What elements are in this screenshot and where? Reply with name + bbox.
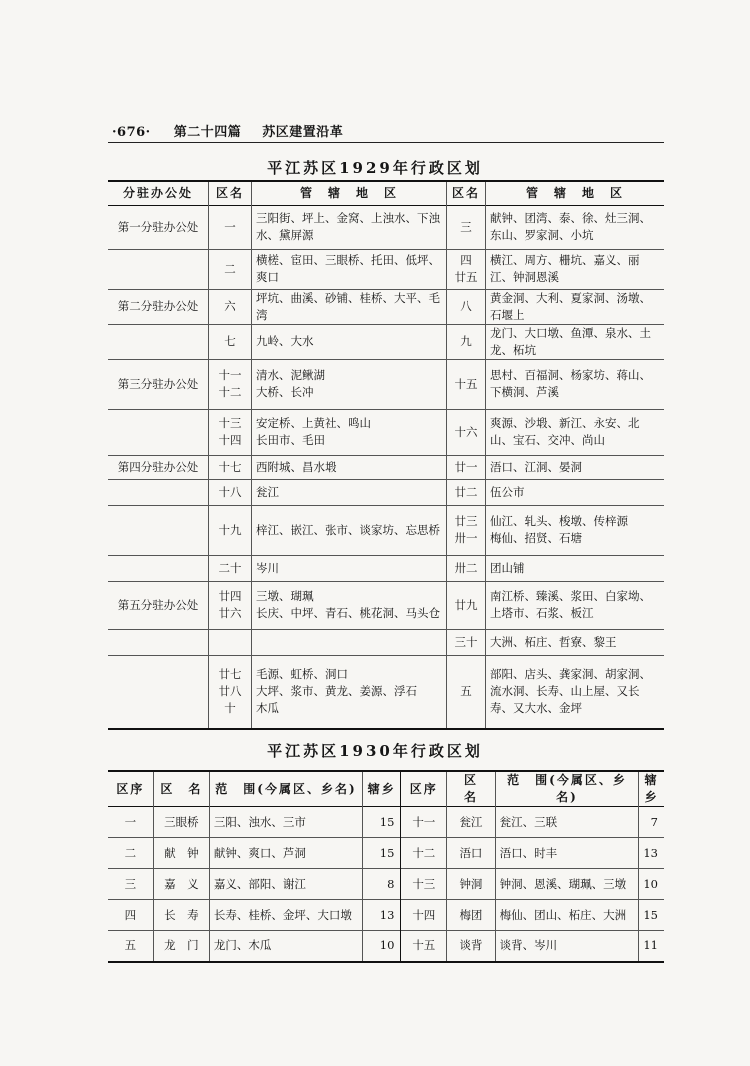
area-cell: 毛源、虹桥、洞口 大坪、浆市、黄龙、姜源、浮石 木瓜 [252, 655, 447, 729]
range-cell: 三阳、浊水、三市 [209, 807, 362, 838]
table-row [108, 807, 664, 838]
district-cell: 廿七 廿八 十 [209, 655, 252, 729]
area-cell: 坪坑、曲溪、砂铺、桂桥、大平、毛湾 [252, 289, 447, 324]
office-cell: 第三分驻办公处 [108, 359, 209, 409]
seq-cell: 十一 [401, 807, 447, 838]
area-cell: 南江桥、臻溪、浆田、白家坳、上塔市、石浆、板江 [490, 589, 651, 620]
table1-title: 平江苏区1929年行政区划 [267, 159, 483, 177]
name-cell: 献 钟 [153, 838, 209, 869]
area-cell: 龙门、大口墩、鱼潭、泉水、土龙、柘坑 [490, 325, 651, 357]
range-cell: 长寿、桂桥、金坪、大口墩 [209, 900, 362, 931]
name-cell: 浯口 [447, 838, 495, 869]
district-cell: 廿一 [447, 455, 486, 479]
office-cell: 第五分驻办公处 [108, 581, 209, 629]
table-row [108, 838, 664, 869]
area-cell: 清水、泥鳅湖 大桥、长冲 [252, 359, 447, 409]
count-cell: 13 [643, 845, 658, 860]
range-cell: 献钟、爽口、芦洞 [209, 838, 362, 869]
table-row [108, 409, 664, 455]
district-cell: 一 [209, 205, 252, 249]
area-cell: 大洲、柘庄、哲寮、黎王 [490, 634, 617, 649]
seq-cell: 三 [108, 869, 153, 900]
area-cell: 西附城、昌水塅 [252, 455, 447, 479]
name-cell: 梅团 [447, 900, 495, 931]
area-cell: 岑川 [252, 555, 447, 581]
table-row [108, 581, 664, 629]
seq-cell: 十二 [401, 838, 447, 869]
district-cell: 十七 [209, 455, 252, 479]
count-cell: 8 [363, 869, 401, 900]
district-cell: 廿九 [447, 581, 486, 629]
name-cell: 三眼桥 [153, 807, 209, 838]
col-header-count: 辖乡 [644, 773, 659, 804]
col-header-district: 区名 [209, 181, 252, 205]
district-cell: 五 [447, 655, 486, 729]
col-header-range: 范 围(今属区、乡名) [495, 771, 639, 807]
name-cell: 钟洞 [447, 869, 495, 900]
table-row [108, 931, 664, 962]
seq-cell: 十四 [401, 900, 447, 931]
name-cell: 谈背 [447, 931, 495, 962]
name-cell: 长 寿 [153, 900, 209, 931]
district-cell: 十八 [209, 479, 252, 505]
range-cell: 瓮江、三联 [495, 807, 639, 838]
office-cell [108, 249, 209, 289]
district-cell: 六 [209, 289, 252, 324]
district-cell: 廿四 廿六 [209, 581, 252, 629]
area-cell: 黄金洞、大利、夏家洞、汤墩、石堰上 [490, 290, 651, 322]
table-row [108, 455, 664, 479]
table-header-row [108, 181, 664, 205]
district-cell: 九 [447, 324, 486, 359]
area-cell: 三墩、瑚珮 长庆、中坪、青石、桃花洞、马头仓 [252, 581, 447, 629]
office-cell [108, 655, 209, 729]
count-cell: 15 [363, 807, 401, 838]
area-cell: 伍公市 [490, 484, 525, 499]
area-cell: 横江、周方、栅坑、嘉义、丽江、钟洞恩溪 [490, 253, 640, 284]
area-cell: 部阳、店头、龚家洞、胡家洞、流水洞、长寿、山上屋、又长寿、又大水、金坪 [490, 667, 651, 716]
table-row [108, 205, 664, 249]
range-cell: 嘉义、部阳、谢江 [209, 869, 362, 900]
area-cell: 九岭、大水 [252, 324, 447, 359]
district-cell: 十一 十二 [209, 359, 252, 409]
table-row [108, 555, 664, 581]
district-cell: 十六 [447, 409, 486, 455]
area-cell: 思村、百福洞、杨家坊、蒋山、下横洞、芦溪 [490, 368, 651, 399]
count-cell: 7 [650, 814, 658, 829]
seq-cell: 十五 [401, 931, 447, 962]
col-header-name: 区 名 [447, 771, 495, 807]
range-cell: 龙门、木瓜 [209, 931, 362, 962]
seq-cell: 二 [108, 838, 153, 869]
office-cell [108, 505, 209, 555]
table2-title: 平江苏区1930年行政区划 [267, 742, 483, 760]
name-cell: 瓮江 [447, 807, 495, 838]
seq-cell: 四 [108, 900, 153, 931]
name-cell: 嘉 义 [153, 869, 209, 900]
range-cell: 谈背、岑川 [495, 931, 639, 962]
district-cell: 廿三 卅一 [447, 505, 486, 555]
office-cell [108, 629, 209, 655]
district-cell: 廿二 [447, 479, 486, 505]
col-header-seq: 区序 [108, 771, 153, 807]
count-cell: 15 [363, 838, 401, 869]
area-cell [252, 629, 447, 655]
office-cell [108, 555, 209, 581]
col-header-office: 分驻办公处 [108, 181, 209, 205]
chapter-label: 第二十四篇 [173, 125, 242, 140]
district-cell: 二十 [209, 555, 252, 581]
range-cell: 浯口、时丰 [495, 838, 639, 869]
count-cell: 15 [643, 907, 658, 922]
office-cell [108, 479, 209, 505]
page-number: ·676· [112, 125, 151, 140]
table-row [108, 289, 664, 324]
district-cell: 十三 十四 [209, 409, 252, 455]
col-header-area: 管 辖 地 区 [525, 185, 624, 200]
seq-cell: 十三 [401, 869, 447, 900]
district-cell: 二 [209, 249, 252, 289]
table-1930-divisions [108, 770, 664, 963]
col-header-area: 管 辖 地 区 [252, 181, 447, 205]
table-row [108, 359, 664, 409]
district-cell: 八 [447, 289, 486, 324]
table-row [108, 869, 664, 900]
district-cell: 十五 [447, 359, 486, 409]
table-1929-divisions [108, 180, 664, 730]
count-cell: 13 [363, 900, 401, 931]
area-cell: 团山铺 [490, 560, 525, 575]
district-cell: 七 [209, 324, 252, 359]
name-cell: 龙 门 [153, 931, 209, 962]
area-cell: 安定桥、上黄社、鸣山 长田市、毛田 [252, 409, 447, 455]
table-row [108, 655, 664, 729]
area-cell: 献钟、团湾、泰、徐、灶三洞、东山、罗家洞、小坑 [490, 211, 651, 242]
table-row [108, 479, 664, 505]
col-header-district: 区名 [447, 181, 486, 205]
area-cell: 爽源、沙塅、新江、永安、北山、宝石、交冲、尚山 [490, 416, 640, 447]
district-cell: 四 廿五 [447, 249, 486, 289]
range-cell: 梅仙、团山、柘庄、大洲 [495, 900, 639, 931]
table-row [108, 324, 664, 359]
count-cell: 11 [643, 938, 658, 953]
table-row [108, 629, 664, 655]
office-cell: 第四分驻办公处 [108, 455, 209, 479]
area-cell: 瓮江 [252, 479, 447, 505]
district-cell [209, 629, 252, 655]
district-cell: 卅二 [447, 555, 486, 581]
table-row [108, 900, 664, 931]
header-rule [108, 142, 664, 143]
col-header-name: 区 名 [153, 771, 209, 807]
col-header-range: 范 围(今属区、乡名) [209, 771, 362, 807]
office-cell: 第二分驻办公处 [108, 289, 209, 324]
area-cell: 三阳街、坪上、金窝、上浊水、下浊水、黛屏源 [252, 205, 447, 249]
area-cell: 梓江、嵌江、张市、谈家坊、忘思桥 [252, 505, 447, 555]
seq-cell: 五 [108, 931, 153, 962]
count-cell: 10 [363, 931, 401, 962]
section-title: 苏区建置沿革 [262, 125, 344, 140]
district-cell: 三 [447, 205, 486, 249]
seq-cell: 一 [108, 807, 153, 838]
running-header [112, 121, 343, 140]
range-cell: 钟洞、恩溪、瑚珮、三墩 [495, 869, 639, 900]
count-cell: 10 [643, 876, 658, 891]
district-cell: 三十 [447, 629, 486, 655]
office-cell [108, 409, 209, 455]
area-cell: 仙江、轧头、梭墩、传梓源 梅仙、招贤、石塘 [490, 514, 628, 545]
district-cell: 十九 [209, 505, 252, 555]
office-cell [108, 324, 209, 359]
col-header-seq: 区序 [401, 771, 447, 807]
table-row [108, 505, 664, 555]
col-header-count: 辖乡 [363, 771, 401, 807]
table-row [108, 249, 664, 289]
table-header-row [108, 771, 664, 807]
office-cell: 第一分驻办公处 [108, 205, 209, 249]
area-cell: 横槎、宦田、三眼桥、托田、低坪、爽口 [252, 249, 447, 289]
area-cell: 浯口、江洞、晏洞 [490, 459, 582, 474]
